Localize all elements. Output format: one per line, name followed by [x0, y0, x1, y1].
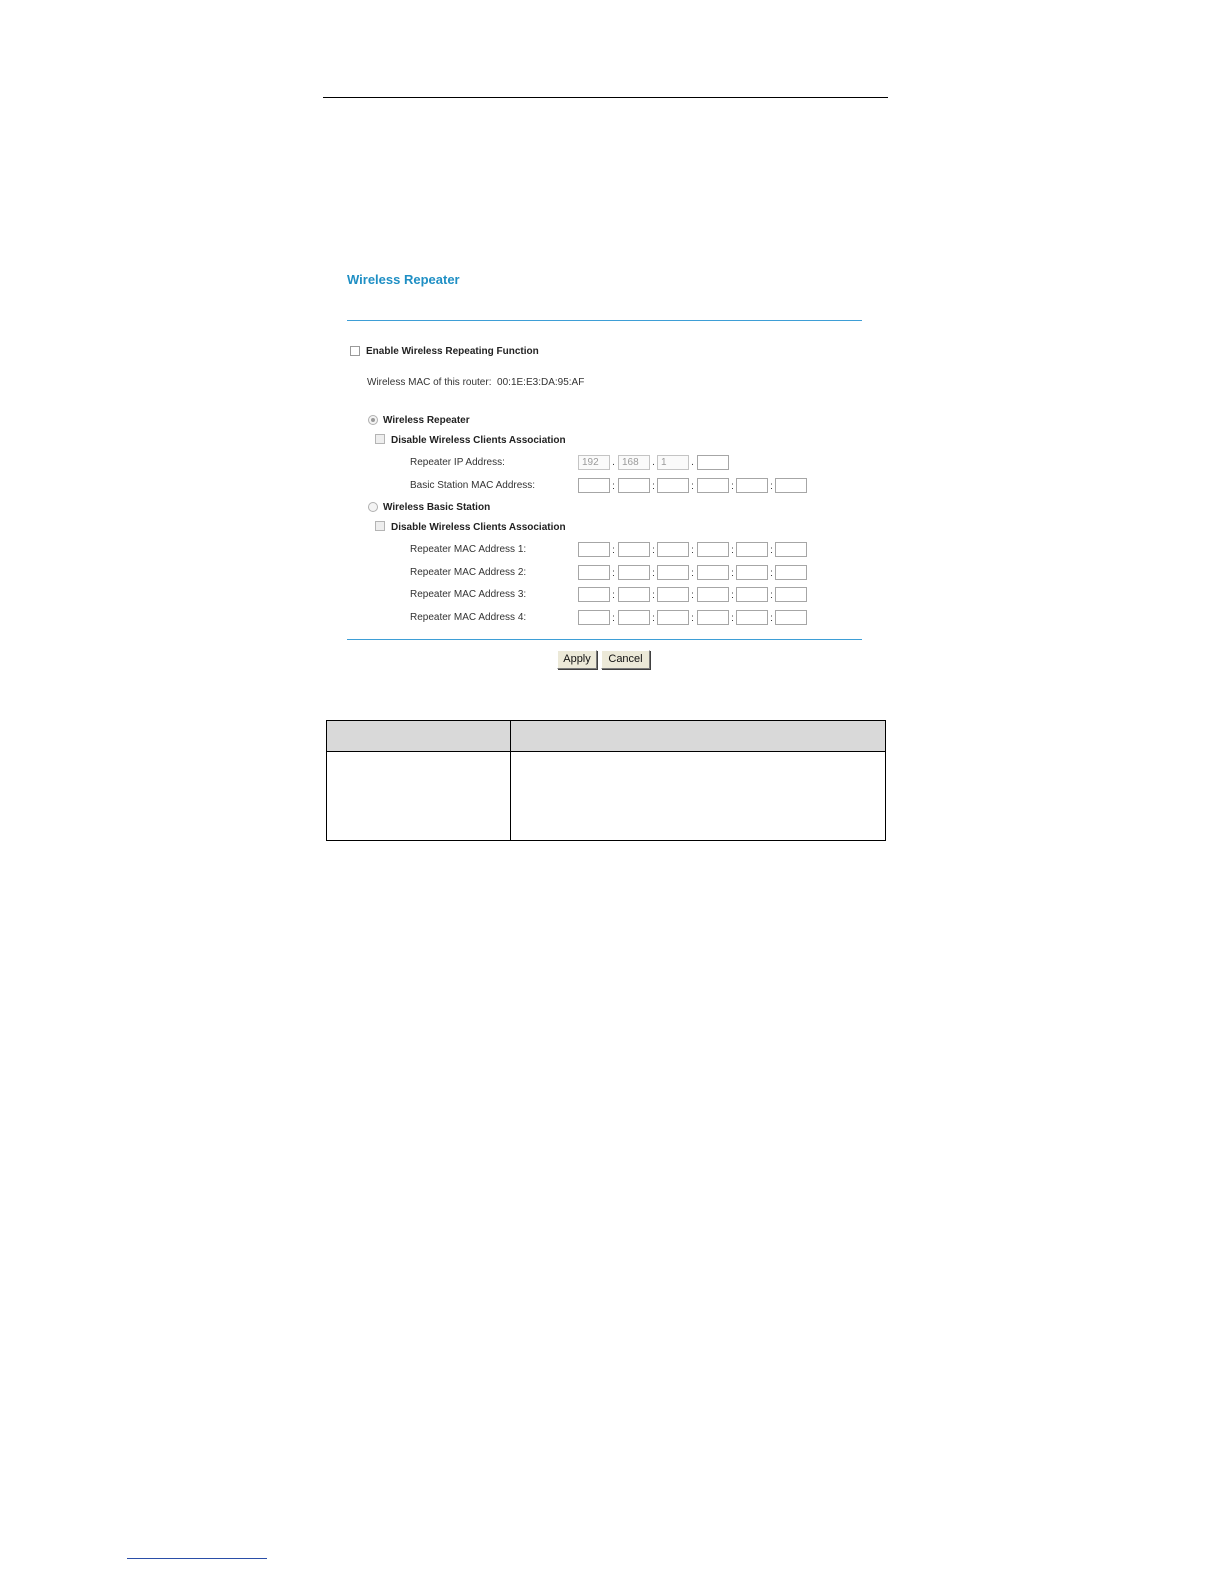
radio-selected-dot — [371, 418, 375, 422]
repeater-ip-octet-3[interactable]: 1 — [657, 455, 689, 470]
repeater-mac-1-octet-1[interactable] — [578, 542, 610, 557]
ip-separator: . — [612, 457, 615, 468]
router-mac-label — [367, 377, 584, 388]
mac-separator: : — [770, 613, 773, 624]
mac-separator: : — [652, 613, 655, 624]
ip-separator: . — [652, 457, 655, 468]
repeater-mac-2-octet-1[interactable] — [578, 565, 610, 580]
repeater-mac-3-label: Repeater MAC Address 3: — [410, 589, 527, 600]
footer-link-underline — [127, 1558, 267, 1559]
ip-separator: . — [691, 457, 694, 468]
repeater-mac-1-octet-5[interactable] — [736, 542, 768, 557]
repeater-mac-4-octet-3[interactable] — [657, 610, 689, 625]
repeater-mac-2-octet-6[interactable] — [775, 565, 807, 580]
mac-separator: : — [691, 545, 694, 556]
repeater-disable-assoc-checkbox[interactable] — [375, 434, 385, 444]
basic-station-disable-assoc-label: Disable Wireless Clients Association — [391, 522, 566, 533]
wireless-repeater-label: Wireless Repeater — [383, 415, 470, 426]
repeater-disable-assoc-label: Disable Wireless Clients Association — [391, 435, 566, 446]
mac-separator: : — [652, 568, 655, 579]
page-title: Wireless Repeater — [347, 272, 460, 287]
mac-separator: : — [691, 481, 694, 492]
mac-separator: : — [652, 545, 655, 556]
cancel-button[interactable]: Cancel — [601, 650, 650, 669]
repeater-mac-1-octet-6[interactable] — [775, 542, 807, 557]
repeater-mac-4-octet-2[interactable] — [618, 610, 650, 625]
mac-separator: : — [731, 613, 734, 624]
repeater-mac-4-octet-6[interactable] — [775, 610, 807, 625]
repeater-ip-octet-2[interactable]: 168 — [618, 455, 650, 470]
enable-repeating-checkbox[interactable] — [350, 346, 360, 356]
mac-separator: : — [612, 568, 615, 579]
document-table — [326, 720, 886, 841]
mac-separator: : — [770, 568, 773, 579]
mac-separator: : — [770, 590, 773, 601]
repeater-mac-2-octet-5[interactable] — [736, 565, 768, 580]
repeater-mac-3-octet-5[interactable] — [736, 587, 768, 602]
enable-repeating-label: Enable Wireless Repeating Function — [366, 346, 539, 357]
form-bottom-divider — [347, 639, 862, 640]
repeater-mac-4-octet-4[interactable] — [697, 610, 729, 625]
repeater-mac-3-octet-4[interactable] — [697, 587, 729, 602]
apply-button[interactable]: Apply — [557, 650, 597, 669]
title-divider — [347, 320, 862, 321]
table-column-divider — [510, 721, 511, 840]
basic-station-mac-octet-5[interactable] — [736, 478, 768, 493]
repeater-mac-1-octet-4[interactable] — [697, 542, 729, 557]
repeater-mac-2-octet-2[interactable] — [618, 565, 650, 580]
basic-station-mac-octet-4[interactable] — [697, 478, 729, 493]
basic-station-disable-assoc-checkbox[interactable] — [375, 521, 385, 531]
repeater-mac-2-octet-3[interactable] — [657, 565, 689, 580]
router-mac-caption: Wireless MAC of this router: — [367, 377, 492, 388]
basic-station-mac-label: Basic Station MAC Address: — [410, 480, 536, 491]
mac-separator: : — [612, 481, 615, 492]
repeater-mac-4-octet-1[interactable] — [578, 610, 610, 625]
wireless-basic-station-radio[interactable] — [368, 502, 378, 512]
repeater-mac-1-label: Repeater MAC Address 1: — [410, 544, 527, 555]
mac-separator: : — [770, 481, 773, 492]
repeater-mac-1-octet-3[interactable] — [657, 542, 689, 557]
mac-separator: : — [612, 590, 615, 601]
repeater-mac-4-label: Repeater MAC Address 4: — [410, 612, 527, 623]
table-header-row — [327, 721, 885, 752]
repeater-mac-3-octet-3[interactable] — [657, 587, 689, 602]
mac-separator: : — [652, 590, 655, 601]
mac-separator: : — [612, 613, 615, 624]
repeater-ip-label: Repeater IP Address: — [410, 457, 505, 468]
mac-separator: : — [691, 568, 694, 579]
wireless-repeater-radio[interactable] — [368, 415, 378, 425]
repeater-mac-1-octet-2[interactable] — [618, 542, 650, 557]
repeater-mac-3-octet-1[interactable] — [578, 587, 610, 602]
mac-separator: : — [770, 545, 773, 556]
repeater-mac-3-octet-2[interactable] — [618, 587, 650, 602]
basic-station-mac-octet-1[interactable] — [578, 478, 610, 493]
mac-separator: : — [691, 590, 694, 601]
mac-separator: : — [731, 545, 734, 556]
repeater-ip-octet-1[interactable]: 192 — [578, 455, 610, 470]
basic-station-mac-octet-6[interactable] — [775, 478, 807, 493]
repeater-mac-3-octet-6[interactable] — [775, 587, 807, 602]
basic-station-mac-octet-2[interactable] — [618, 478, 650, 493]
mac-separator: : — [731, 590, 734, 601]
basic-station-mac-octet-3[interactable] — [657, 478, 689, 493]
mac-separator: : — [731, 568, 734, 579]
repeater-mac-4-octet-5[interactable] — [736, 610, 768, 625]
mac-separator: : — [612, 545, 615, 556]
router-mac-value: 00:1E:E3:DA:95:AF — [497, 377, 585, 388]
mac-separator: : — [731, 481, 734, 492]
repeater-mac-2-octet-4[interactable] — [697, 565, 729, 580]
mac-separator: : — [691, 613, 694, 624]
repeater-ip-octet-4[interactable] — [697, 455, 729, 470]
repeater-mac-2-label: Repeater MAC Address 2: — [410, 567, 527, 578]
mac-separator: : — [652, 481, 655, 492]
wireless-basic-station-label: Wireless Basic Station — [383, 502, 491, 513]
document-top-rule — [323, 97, 888, 98]
